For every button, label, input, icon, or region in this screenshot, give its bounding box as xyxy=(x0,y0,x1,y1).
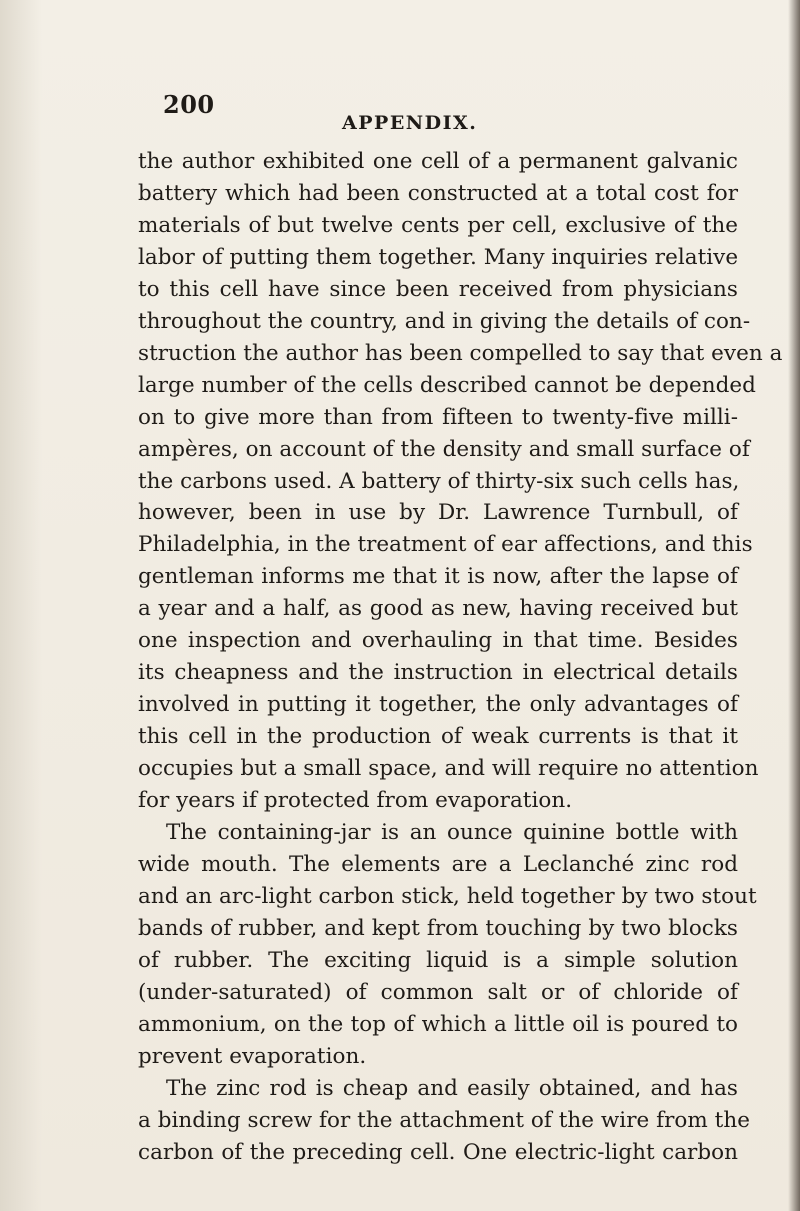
text-line: however, been in use by Dr. Lawrence Turnbull, of xyxy=(138,500,738,526)
text-line: carbon of the preceding cell. One electric-light carbon xyxy=(138,1139,738,1165)
text-line: one inspection and overhauling in that time. Besides xyxy=(138,628,738,654)
text-line: to this cell have since been received from physicians xyxy=(138,276,738,302)
text-line: ampères, on account of the density and small surface of xyxy=(138,436,750,462)
text-line: occupies but a small space, and will require no attention xyxy=(138,756,759,782)
text-line: and an arc-light carbon stick, held together by two stout xyxy=(138,883,757,909)
text-line: for years if protected from evaporation. xyxy=(138,788,573,814)
text-line: ammonium, on the top of which a little oil is poured to xyxy=(138,1011,738,1037)
text-line: battery which had been constructed at a total cost for xyxy=(138,180,738,206)
text-line: Philadelphia, in the treatment of ear affections, and this xyxy=(138,532,753,558)
running-head: APPENDIX. xyxy=(342,112,478,134)
text-line: materials of but twelve cents per cell, exclusive of the xyxy=(138,212,738,238)
text-line: (under-saturated) of common salt or of chloride of xyxy=(138,979,738,1005)
body-text xyxy=(138,146,783,1169)
text-line: bands of rubber, and kept from touching by two blocks xyxy=(138,915,738,941)
paragraph-first-line: The zinc rod is cheap and easily obtained, and has xyxy=(166,1075,738,1101)
text-line: a year and a half, as good as new, having received but xyxy=(138,596,738,622)
page-number: 200 xyxy=(163,90,215,119)
text-line: labor of putting them together. Many inquiries relative xyxy=(138,244,739,270)
text-line: large number of the cells described cannot be depended xyxy=(138,372,756,398)
text-line: involved in putting it together, the only advantages of xyxy=(138,692,738,718)
text-line: its cheapness and the instruction in electrical details xyxy=(138,660,738,686)
text-line: the author exhibited one cell of a permanent galvanic xyxy=(138,149,738,174)
text-line: of rubber. The exciting liquid is a simple solution xyxy=(138,947,738,973)
text-line: throughout the country, and in giving the details of con- xyxy=(138,308,751,334)
page-shadow-left xyxy=(0,0,42,1211)
text-line: prevent evaporation. xyxy=(138,1043,367,1069)
text-line: the carbons used. A battery of thirty-six such cells has, xyxy=(138,468,740,494)
paragraph-first-line: The containing-jar is an ounce quinine bottle with xyxy=(166,820,738,846)
text-line: this cell in the production of weak currents is that it xyxy=(138,724,738,750)
text-line: wide mouth. The elements are a Leclanché zinc rod xyxy=(138,851,738,877)
text-line: on to give more than from fifteen to twenty-five milli- xyxy=(138,404,738,430)
text-line: gentleman informs me that it is now, after the lapse of xyxy=(138,564,738,590)
text-line: struction the author has been compelled to say that even a xyxy=(138,340,783,366)
page-edge-right xyxy=(788,0,800,1211)
text-line: a binding screw for the attachment of the wire from the xyxy=(138,1107,750,1133)
